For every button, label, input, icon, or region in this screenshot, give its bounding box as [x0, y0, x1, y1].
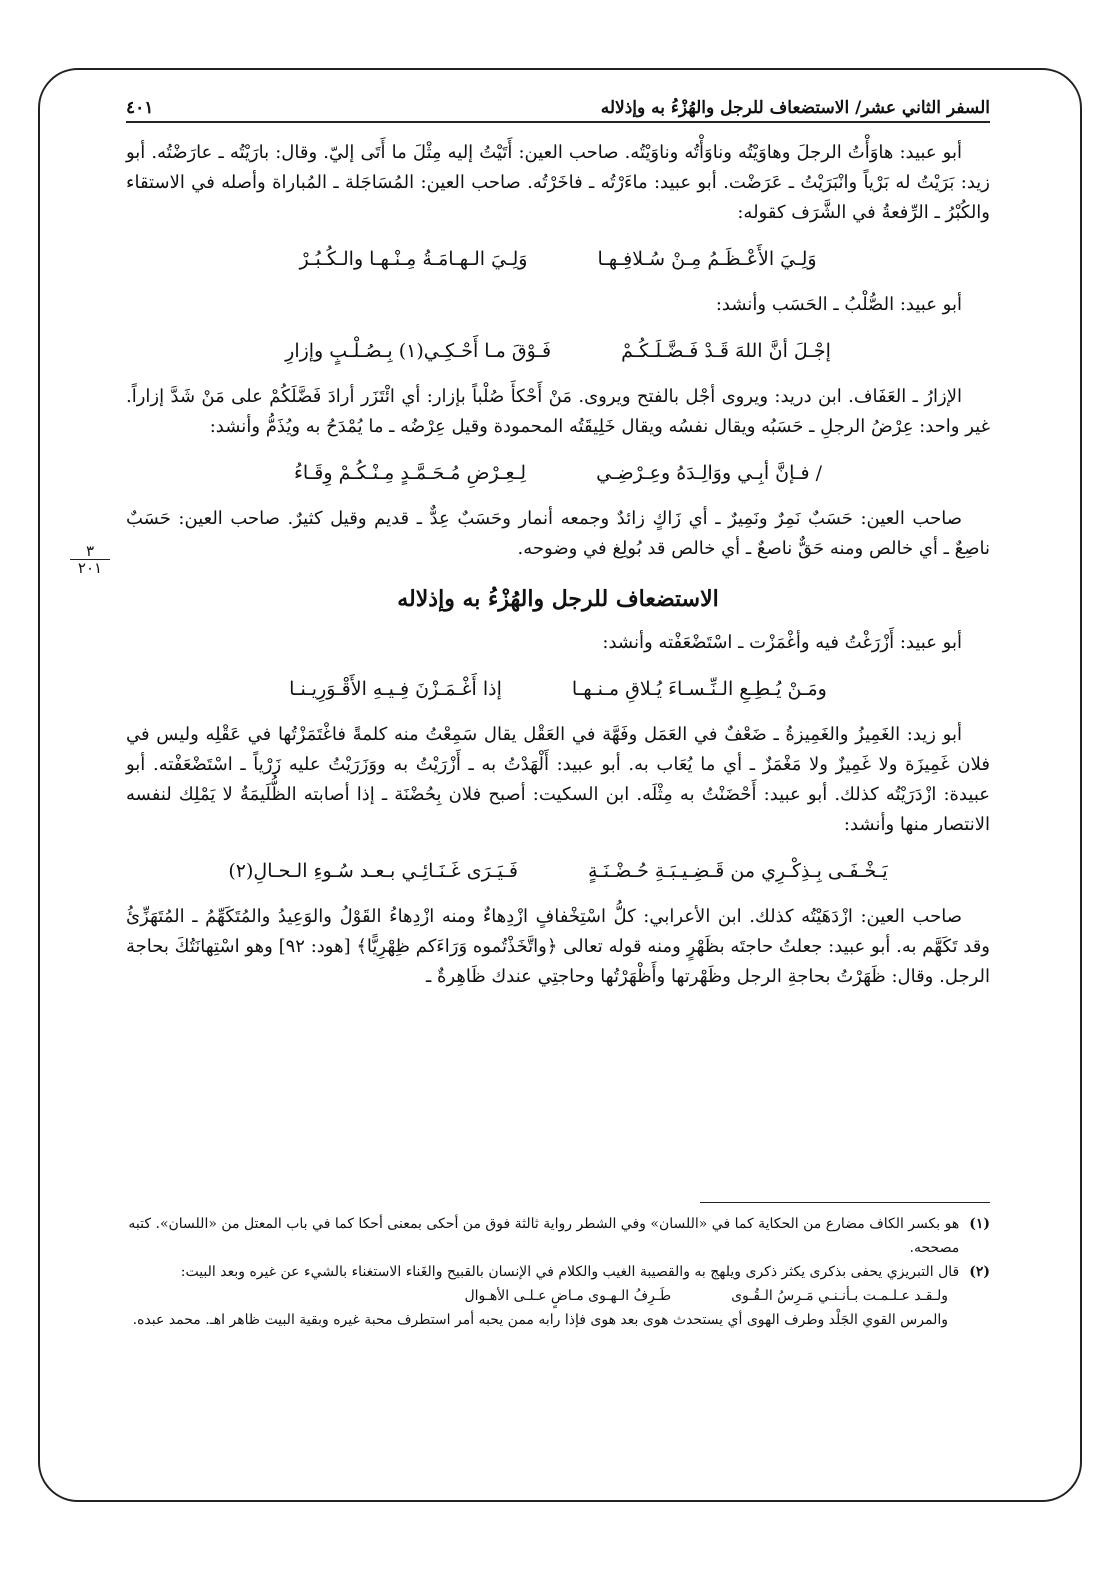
paragraph: أبو عبيد: هاوَأْتُ الرجلَ وهاوَيْتُه وناوَأْتُه وناوَيْتُه. صاحب العين: أَتَيْتُ إليه مِثْلَ ما أَتَى إليّ. وقال: بارَيْتُه ـ عارَضْتُه. أبو زيد: بَرَيْتُ له بَرْياً وانْبَرَيْتُ ـ عَرَضْت. أبو عبيد: ماءَرْتُه ـ فاخَرْتُه. صاحب العين: المُسَاجَلة ـ المُباراة وأصله في الاستقاء والكُبْرُ ـ الرِّفعةُ في الشَّرَف كقوله:	[126, 142, 990, 223]
header-rule	[126, 121, 990, 123]
header-title: السفر الثاني عشر/ الاستضعاف للرجل والهُزْءُ به وإذلاله	[600, 98, 990, 118]
verse-second-hemistich: لِـعِـرْضِ مُـحَـمَّـدٍ مِـنْـكُـمْ وِقَـاءُ	[294, 462, 527, 484]
paragraph: أبو عبيد: أَزْرَغْتُ فيه وأغْمَزْت ـ اسْتَضْعَفْته وأنشد:	[602, 632, 962, 653]
main-text	[126, 138, 990, 994]
footnote-2	[126, 1260, 990, 1284]
verse-first-hemistich: وَلِـيَ الأَعْـظَـمُ مِـنْ سُـلافِـهـا	[597, 248, 817, 270]
verse-second-hemistich: وَلِـيَ الـهـامَـةُ مِـنْـهـا والـكُـبُـرْ	[299, 248, 528, 270]
verse-line	[126, 856, 990, 886]
footnote-number: (١)	[969, 1216, 990, 1232]
verse-second-hemistich: فَـوْقَ مـا أَحْـكِـي(١) بِـصُـلْـبٍ وإزارِ	[285, 340, 552, 362]
verse-first-hemistich: ولـقـد عـلـمـت بـأنـنـي مَـرِسُ الـقُـوى	[731, 1288, 948, 1304]
verse-line	[126, 458, 990, 488]
paragraph: صاحب العين: حَسَبٌ نَمِرٌ ونَمِيرٌ ـ أي زَاكٍ زائدٌ وجمعه أنمار وحَسَبٌ عِدٌّ ـ قديم وقيل كثيرٌ. صاحب العين: حَسَبٌ ناصِعٌ ـ أي خالص ومنه حَقٌّ ناصعٌ ـ أي خالص قد بُولِغ في وضوحه.	[126, 508, 990, 559]
page-number: ٤٠١	[126, 98, 154, 118]
verse-second-hemistich: إذا أَغْـمَـزْنَ فِـيـهِ الأَقْـوَرِيـنـا	[289, 678, 502, 700]
section-title: الاستضعاف للرجل والهُزْءُ به وإذلاله	[397, 586, 719, 612]
footnote-text: قال التبريزي يحفى بذكرى يكثر ذكرى ويلهج به والقصيبة الغيب والكلام في الإنسان بالقبيح والغَناء الاستغناء بالشيء عن غيره وبعد البيت:	[180, 1264, 960, 1280]
verse-line	[126, 336, 990, 366]
verse-line	[126, 674, 990, 704]
margin-ref-bottom: ٢٠١	[70, 559, 110, 576]
paragraph: الإزارُ ـ العَفَاف. ابن دريد: ويروى أجْل بالفتح ويروى. مَنْ أَحْكأَ صُلْباً بإزار: أي ائْتَزَر أرادَ فَضَّلَكُمْ على مَنْ شَدَّ إزاراً. غير واحد: عِرْضُ الرجلِ ـ حَسَبُه ويقال نفسُه ويقال خَلِيقَتُه المحمودة وقيل عِرْضُه ـ ما يُمْدَحُ به ويُذَمُّ وأنشد:	[126, 386, 990, 437]
paragraph: أبو عبيد: الصُّلْبُ ـ الحَسَب وأنشد:	[715, 294, 962, 315]
verse-first-hemistich: ومَـنْ يُـطِـعِ الـنِّـسـاءَ يُـلاقِ مـنـهـا	[571, 678, 827, 700]
footnote-1	[126, 1212, 990, 1260]
verse-first-hemistich: / فـإنَّ أبِـي ووَالِـدَهُ وعِـرْضِـي	[596, 462, 822, 484]
running-header	[126, 82, 990, 118]
margin-reference	[70, 543, 110, 576]
footnote-verse	[126, 1284, 990, 1308]
footnote-continuation: والمرس القوي الجَلْد وطرف الهوى أي يستحدث هوى بعد هوى فإذا رابه ممن يحبه أمر استطرف محبة غيره وبقية البيت ظاهر اهـ. محمد عبده.	[132, 1312, 948, 1328]
footnote-rule	[700, 1202, 990, 1203]
footnotes	[126, 1212, 990, 1332]
verse-line	[126, 244, 990, 274]
verse-second-hemistich: فَـيَـرَى غَـنَـائِـي بـعـد سُـوءِ الـحـالِ(٢)	[228, 860, 519, 882]
footnote-text: هو بكسر الكاف مضارع من الحكاية كما في «اللسان» وفي الشطر رواية ثالثة فوق من أحكى بمعنى أحكا كما في باب المعتل من «اللسان». كتبه مصححه.	[128, 1216, 960, 1256]
paragraph: أبو زيد: الغَمِيزُ والغَمِيزةُ ـ ضَعْفٌ في العَمَل وفَهَّة في العَقْل يقال سَمِعْتُ منه كلمةً فاغْتَمَزْتُها في عَقْلِه وليس في فلان غَمِيزَة ولا غَمِيزٌ ولا مَغْمَزٌ ـ أي ما يُعَاب به. أبو عبيد: أَلْهَدْتُ به ـ أَزْرَيْتُ به ووَزَرَيْتُ عليه زَرْياً ـ اسْتَضْعَفْته. أبو عبيدة: ازْدَرَيْتُه كذلك. أبو عبيد: أَحْضَنْتُ به مِثْلَه. ابن السكيت: أصبح فلان بِحُضْنَة ـ إذا أصابته الظُّلَيمَةُ لا يَمْلِك لنفسه الانتصار منها وأنشد:	[126, 724, 990, 835]
verse-second-hemistich: طَـرِفُ الـهـوى مـاضٍ عـلـى الأهـوال	[464, 1288, 672, 1304]
verse-first-hemistich: إجْـلَ أنَّ اللهَ قَـدْ فَـضَّـلَـكُـمْ	[621, 340, 831, 362]
verse-first-hemistich: يَـخْـفَـى بِـذِكْـرِي من قَـضِـيـبَـةِ حُـضْـنَـةٍ	[588, 860, 888, 882]
margin-ref-top: ٣	[85, 542, 95, 560]
paragraph: صاحب العين: ازْدَهَيْتُه كذلك. ابن الأعرابي: كلُّ اسْتِخْفافٍ ازْدِهاءٌ ومنه ازْدِهاءُ القَوْلُ والوَعِيدُ والمُتَكَهِّمُ ـ المُتَهَزِّئُ وقد تَكَهَّم به. أبو عبيد: جعلتُ حاجتَه بظَهْرٍ ومنه قوله تعالى ﴿واتَّخَذْتُموه وَرَاءَكم ظِهْرِيًّا﴾ [هود: ٩٢] وهو اسْتِهانَتُكَ بحاجة الرجل. وقال: ظَهَرْتُ بحاجةِ الرجل وظَهْرتها وأَظْهَرْتُها وحاجتِي عندك ظَاهِرةٌ ـ	[126, 906, 990, 987]
footnote-number: (٢)	[969, 1264, 990, 1280]
